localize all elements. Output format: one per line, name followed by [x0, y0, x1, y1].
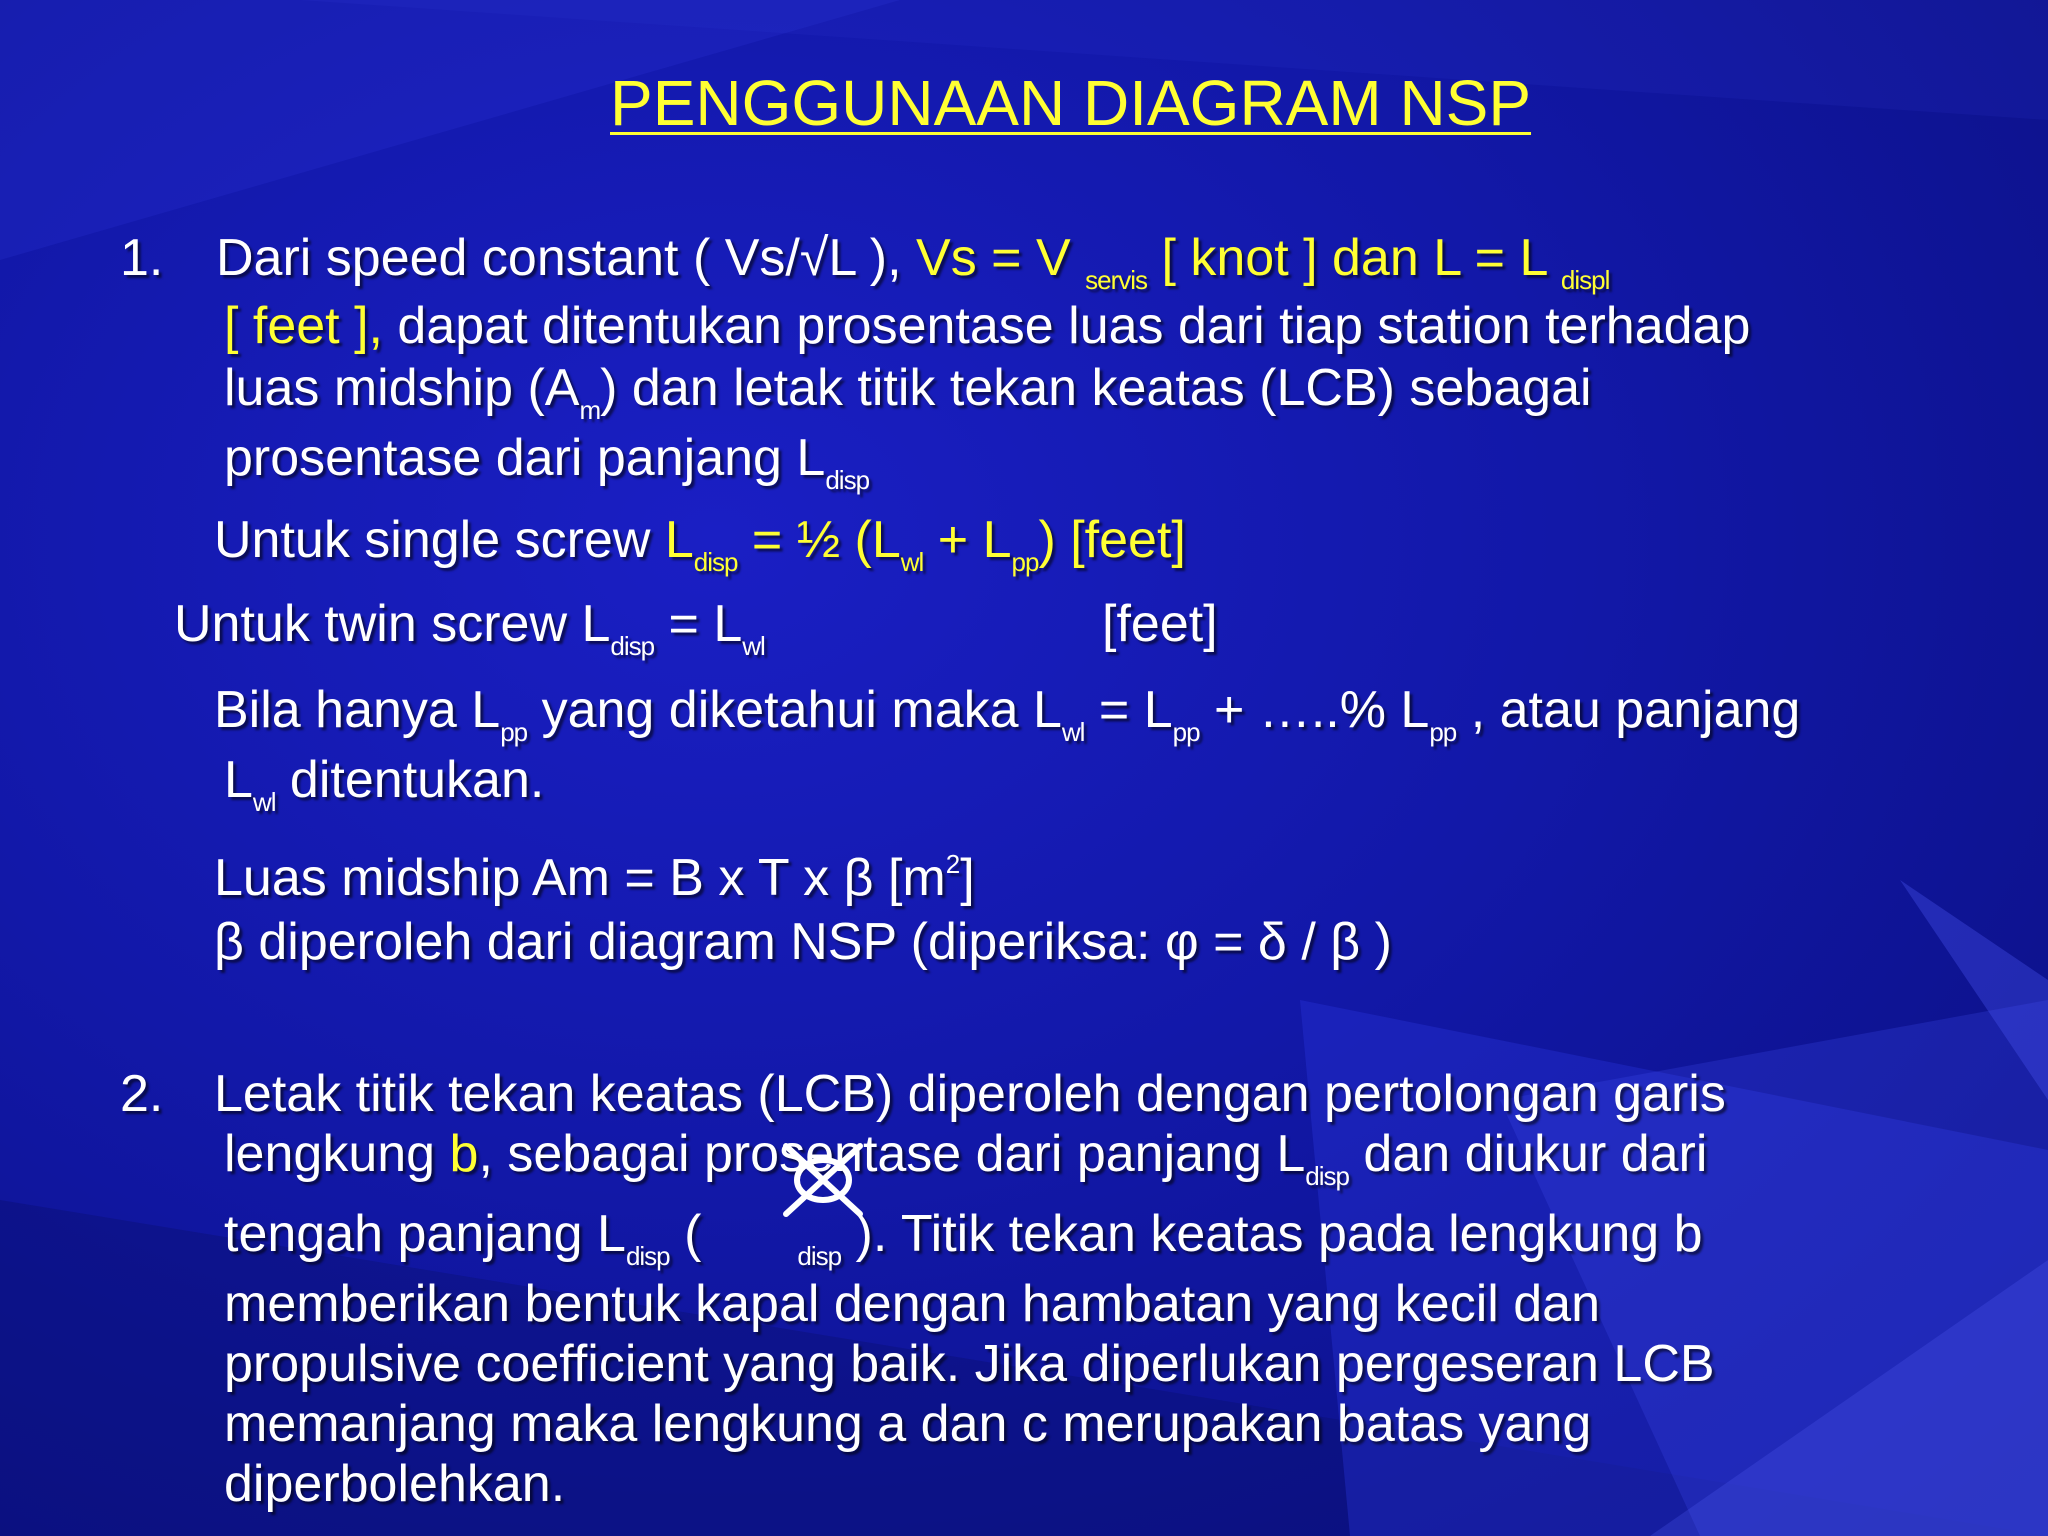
- item2-line5: propulsive coefficient yang baik. Jika diperlukan pergeseran LCB: [224, 1335, 1715, 1393]
- item1-line1-vs: [916, 229, 1610, 295]
- single-screw-half: = ½ (L: [737, 511, 901, 569]
- bila-sub-pp1: pp: [500, 717, 528, 747]
- item2-line3-sub-disp1: disp: [625, 1241, 670, 1271]
- item2-line3-sub-disp2: disp: [797, 1241, 842, 1271]
- item1-line4-sub-disp: disp: [825, 465, 870, 495]
- item1-line1-text-b: Vs = V: [916, 229, 1086, 287]
- luas-text: Luas midship Am = B x T x β [m: [214, 849, 946, 907]
- twin-screw-unit: [feet]: [1102, 595, 1218, 653]
- bila-text-e: , atau panjang: [1456, 681, 1801, 739]
- bila2-l: L: [224, 751, 253, 809]
- twin-screw-sub-wl: wl: [742, 631, 765, 661]
- item2-line1: Letak titik tekan keatas (LCB) diperoleh dengan pertolongan garis: [214, 1065, 1726, 1123]
- bila-text-c: = L: [1084, 681, 1173, 739]
- bila-sub-pp3: pp: [1429, 717, 1457, 747]
- item2-line2-b: b: [449, 1125, 479, 1183]
- single-screw-sub-disp: disp: [693, 547, 738, 577]
- twin-screw-eq: = L: [654, 595, 743, 653]
- bila-sub-wl: wl: [1061, 717, 1085, 747]
- item2-line3-text-c: ). Titik tekan keatas pada lengkung b: [841, 1205, 1703, 1263]
- item2-line4: memberikan bentuk kapal dengan hambatan yang kecil dan: [224, 1275, 1601, 1333]
- item2-line6: memanjang maka lengkung a dan c merupakan batas yang: [224, 1395, 1592, 1453]
- single-screw-formula: [664, 511, 1186, 577]
- item1-line4-text: prosentase dari panjang L: [224, 429, 826, 487]
- item1-line4: [224, 428, 869, 510]
- item2-line2: [224, 1124, 1707, 1206]
- twin-screw-label: Untuk twin screw L: [174, 595, 611, 653]
- luas-close: ]: [960, 849, 975, 907]
- item1-line1-sub-servis: servis: [1085, 265, 1148, 295]
- twin-screw-sub-disp: disp: [610, 631, 655, 661]
- item1-line1-text-a: Dari speed constant ( Vs/√L ),: [216, 229, 917, 287]
- slide-title: PENGGUNAAN DIAGRAM NSP: [610, 67, 1532, 139]
- bila-text-d: + …..% L: [1199, 681, 1430, 739]
- item1-line2: [224, 296, 1750, 356]
- single-screw-line: [214, 510, 1186, 592]
- item1-line3-text-a: luas midship (A: [224, 359, 580, 417]
- twin-screw-line: [174, 594, 765, 676]
- single-screw-unit: ) [feet]: [1038, 511, 1186, 569]
- single-screw-plus: + L: [923, 511, 1012, 569]
- single-screw-l: L: [664, 511, 694, 569]
- circle-cross-icon: [780, 1140, 866, 1220]
- item1-line1-sub-displ: displ: [1560, 265, 1610, 295]
- single-screw-label: Untuk single screw: [214, 511, 665, 569]
- beta-line: β diperoleh dari diagram NSP (diperiksa: φ = δ / β ): [214, 913, 1392, 971]
- item2-line3-paren: (: [669, 1205, 702, 1263]
- item2-line2-text-a: lengkung: [224, 1125, 450, 1183]
- luas-sup-2: 2: [945, 849, 961, 879]
- bila-text-a: Bila hanya L: [214, 681, 501, 739]
- bila2-text: ditentukan.: [275, 751, 545, 809]
- item2-line2-sub-disp: disp: [1305, 1161, 1349, 1191]
- item1-line1-text-c: [ knot ] dan L = L: [1147, 229, 1561, 287]
- bila-line2: [224, 750, 544, 832]
- single-screw-sub-pp: pp: [1011, 547, 1039, 577]
- luas-midship-line: [214, 834, 975, 908]
- bila-sub-pp2: pp: [1172, 717, 1200, 747]
- bila2-sub-wl: wl: [252, 787, 276, 817]
- item2-line3-text-a: tengah panjang L: [224, 1205, 626, 1263]
- item1-line2-text: dapat ditentukan prosentase luas dari tiap station terhadap: [382, 297, 1751, 355]
- item2-line2-text-d: dan diukur dari: [1348, 1125, 1708, 1183]
- item1-line3-sub-m: m: [579, 395, 601, 425]
- item1-line3-text-b: ) dan letak titik tekan keatas (LCB) sebagai: [600, 359, 1592, 417]
- single-screw-sub-wl: wl: [900, 547, 924, 577]
- item2-line2-text-c: , sebagai prosentase dari panjang L: [478, 1125, 1306, 1183]
- item1-line2-feet: [ feet ],: [224, 297, 383, 355]
- item2-line7: diperbolehkan.: [224, 1455, 566, 1513]
- bila-text-b: yang diketahui maka L: [527, 681, 1062, 739]
- item1-number: 1.: [120, 229, 164, 287]
- item2-number: 2.: [120, 1065, 164, 1123]
